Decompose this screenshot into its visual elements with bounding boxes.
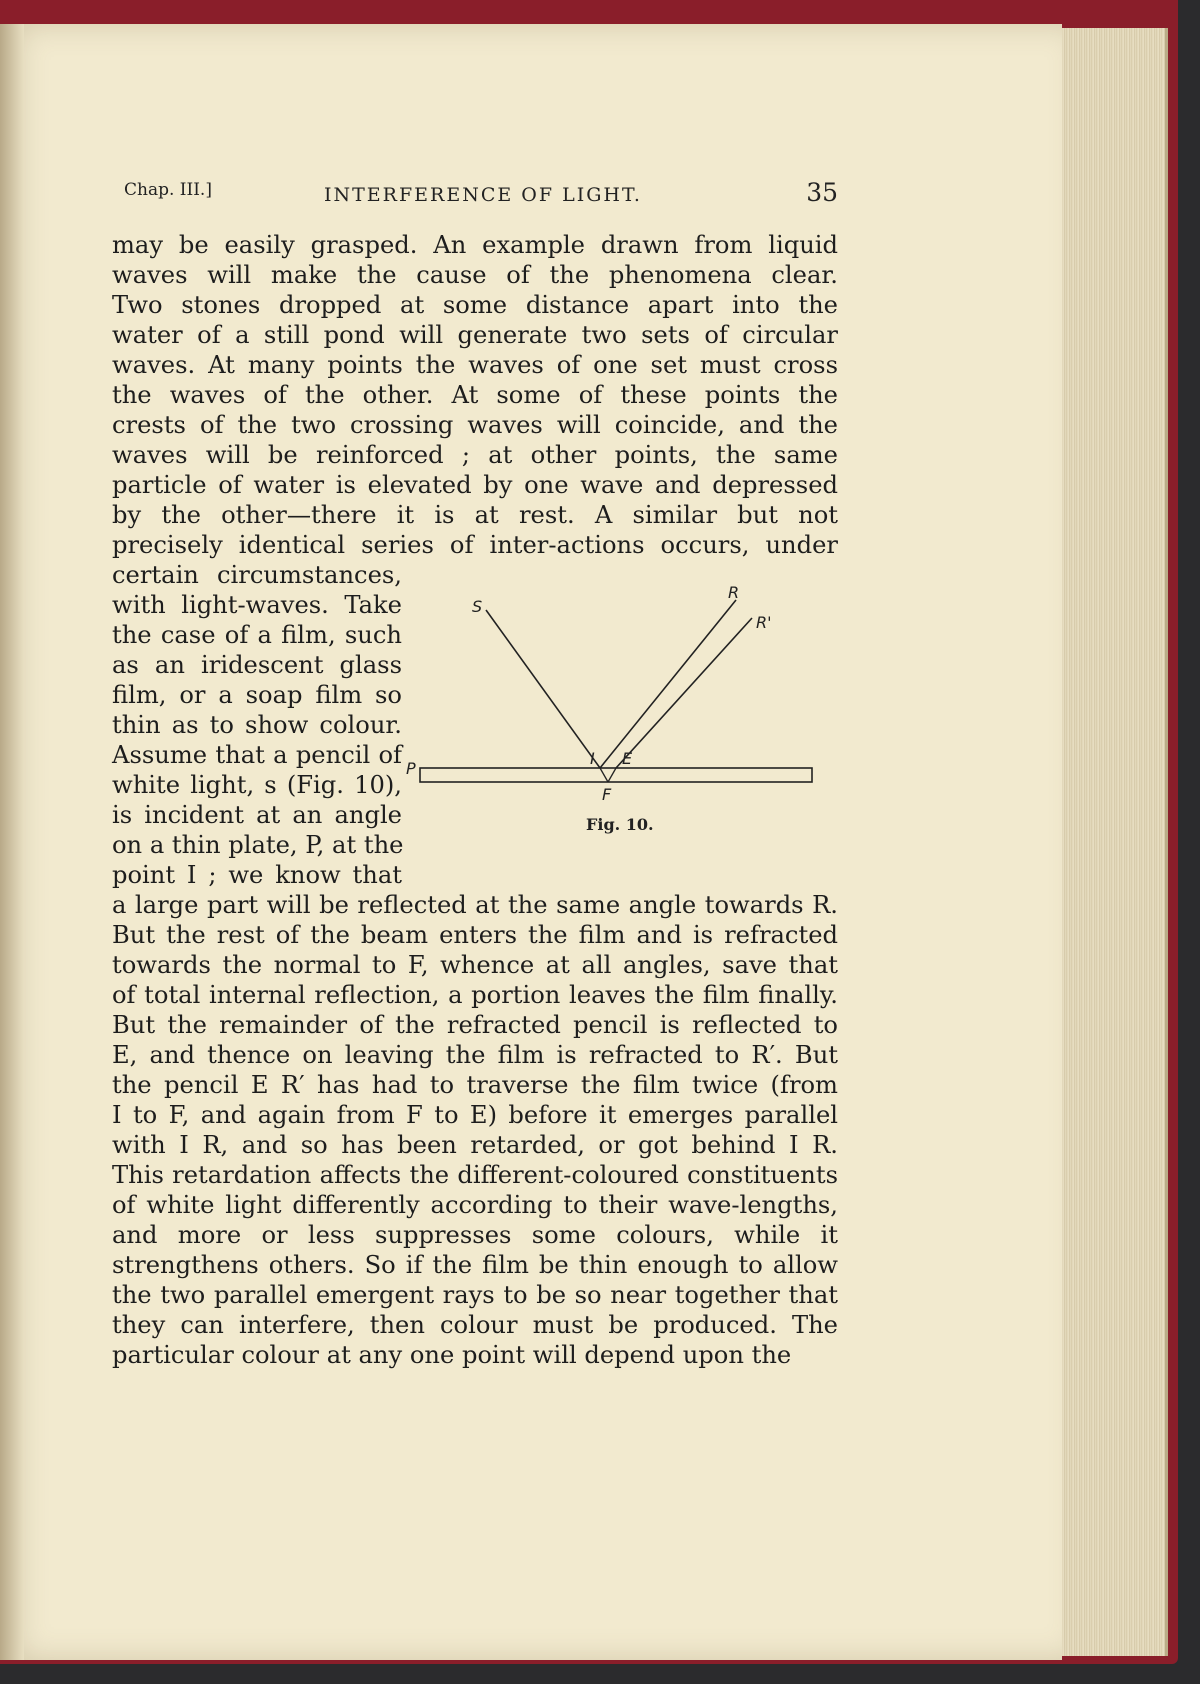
text-line: with I R, and so has been retarded, or got behind I R.: [112, 1131, 838, 1159]
paragraph-top: [112, 230, 838, 560]
text-line: Assume that a pencil of: [112, 741, 402, 769]
thin-plate-p: [420, 768, 812, 782]
text-line: I to F, and again from F to E) before it emerges parallel: [112, 1101, 838, 1129]
running-head: [124, 178, 838, 214]
text-line: with light-waves. Take: [112, 591, 402, 619]
text-line: point I ; we know that: [112, 861, 402, 889]
text-line: waves will be reinforced ; at other points, the same: [112, 441, 838, 469]
text-line: waves. At many points the waves of one set must cross: [112, 351, 838, 379]
text-line: they can interfere, then colour must be produced. The: [112, 1311, 838, 1339]
page-gutter: [0, 24, 24, 1660]
label-p: P: [406, 759, 416, 778]
text-line: as an iridescent glass: [112, 651, 402, 679]
text-line: precisely identical series of inter-actions occurs, under: [112, 531, 838, 559]
text-line: and more or less suppresses some colours, while it: [112, 1221, 838, 1249]
text-line: by the other—there it is at rest. A similar but not: [112, 501, 838, 529]
figure-caption: Fig. 10.: [586, 815, 654, 834]
label-r-prime: R': [756, 613, 772, 632]
text-line: strengthens others. So if the film be thin enough to allow: [112, 1251, 838, 1279]
text-line: the two parallel emergent rays to be so near together that: [112, 1281, 838, 1309]
text-line: the case of a film, such: [112, 621, 402, 649]
text-line: of white light differently according to their wave-lengths,: [112, 1191, 838, 1219]
text-line: is incident at an angle: [112, 801, 402, 829]
page-number: 35: [806, 178, 838, 207]
label-s: S: [472, 597, 483, 616]
text-line: certain circumstances,: [112, 561, 402, 589]
reflected-ray-f-e: [608, 768, 616, 782]
chapter-label: Chap. III.]: [124, 180, 212, 200]
refracted-ray-i-f: [600, 768, 608, 782]
label-e: E: [622, 749, 633, 768]
text-line: towards the normal to F, whence at all angles, save that: [112, 951, 838, 979]
text-line: may be easily grasped. An example drawn from liquid: [112, 231, 838, 259]
text-line: the pencil E R′ has had to traverse the film twice (from: [112, 1071, 838, 1099]
label-f: F: [602, 785, 612, 804]
text-line: But the rest of the beam enters the film and is refracted: [112, 921, 838, 949]
text-line: the waves of the other. At some of these points the: [112, 381, 838, 409]
text-line: crests of the two crossing waves will coincide, and the: [112, 411, 838, 439]
text-line: water of a still pond will generate two sets of circular: [112, 321, 838, 349]
text-line: This retardation affects the different-coloured constituents: [112, 1161, 838, 1189]
text-line: But the remainder of the refracted pencil is reflected to: [112, 1011, 838, 1039]
paragraph-bottom: [112, 890, 838, 1370]
figure-10: [406, 582, 850, 872]
text-line: on a thin plate, P, at the: [112, 831, 404, 859]
text-line: particle of water is elevated by one wave and depressed: [112, 471, 838, 499]
text-line: particular colour at any one point will depend upon the: [112, 1341, 792, 1369]
reflected-ray-r: [600, 600, 736, 768]
text-line: of total internal reflection, a portion leaves the film finally.: [112, 981, 838, 1009]
label-r: R: [728, 583, 740, 602]
text-line: Two stones dropped at some distance apart into the: [112, 291, 838, 319]
text-line: waves will make the cause of the phenomena clear.: [112, 261, 838, 289]
label-i: I: [590, 749, 595, 768]
thin-film-diagram: [406, 582, 850, 872]
text-line: thin as to show colour.: [112, 711, 402, 739]
emergent-ray-r-prime: [616, 618, 752, 768]
text-line: a large part will be reflected at the same angle towards R.: [112, 891, 838, 919]
incident-ray-s: [486, 610, 600, 768]
text-line: E, and thence on leaving the film is refracted to R′. But: [112, 1041, 838, 1069]
text-line: film, or a soap film so: [112, 681, 402, 709]
chapter-title: INTERFERENCE OF LIGHT.: [324, 184, 642, 206]
text-line: white light, s (Fig. 10),: [112, 771, 402, 799]
page-edges: [1055, 28, 1168, 1656]
